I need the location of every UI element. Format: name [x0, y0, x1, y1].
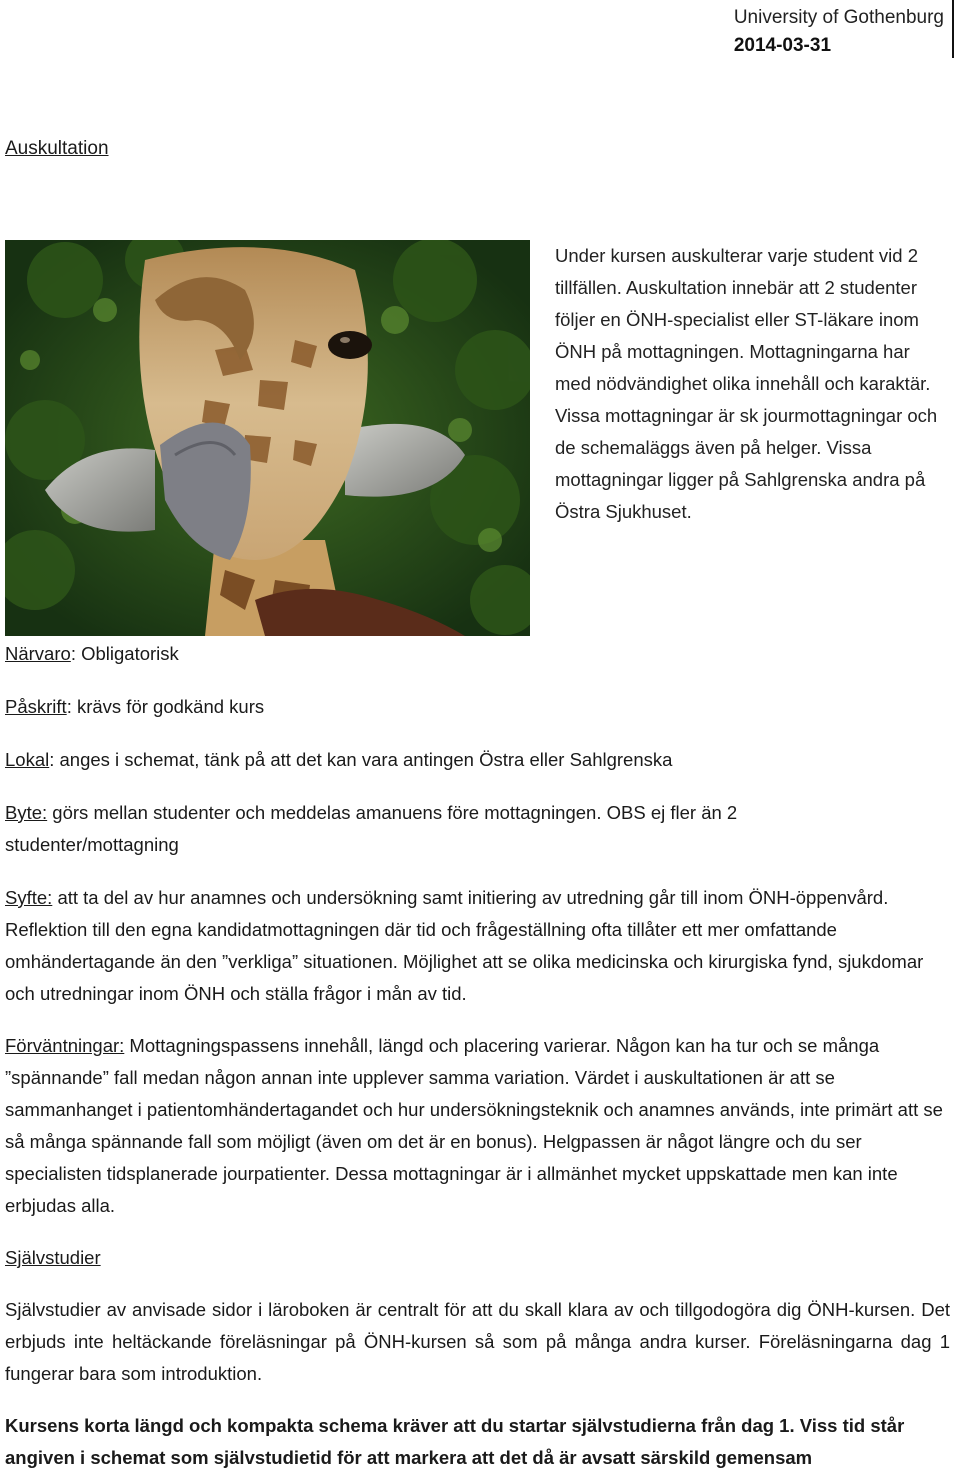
giraffe-photo — [5, 240, 530, 636]
byte-label: Byte: — [5, 802, 48, 823]
paskrift-value: : krävs för godkänd kurs — [66, 696, 265, 717]
sjalvstudier-heading: Självstudier — [5, 1247, 101, 1268]
narvaro-label: Närvaro — [5, 643, 71, 664]
sjalvstudier-body: Självstudier av anvisade sidor i läroboken är centralt för att du skall klara av och tillgodogöra dig ÖNH-kursen. Det erbjuds inte heltäckande föreläsningar på ÖNH-kursen så som på många andra kurser. Föreläsningarna dag 1 fungerar bara som introduktion. — [5, 1299, 950, 1384]
lokal-value: : anges i schemat, tänk på att det kan vara antingen Östra eller Sahlgrenska — [49, 749, 673, 770]
syfte-label: Syfte: — [5, 887, 53, 908]
field-narvaro — [5, 638, 950, 670]
byte-value: görs mellan studenter och meddelas amanuens före mottagningen. OBS ej fler än 2 studenter/mottagning — [5, 802, 738, 855]
page-header — [734, 4, 944, 60]
field-byte — [5, 797, 845, 861]
sjalvstudier-emphasis: Kursens korta längd och kompakta schema kräver att du startar självstudierna från dag 1. Viss tid står angiven i schemat som självstudietid för att markera att det då är avsatt särskild gemensam — [5, 1415, 905, 1468]
forvantningar-value: Mottagningspassens innehåll, längd och placering varierar. Någon kan ha tur och se många ”spännande” fall medan någon annan inte upplever samma variation. Värdet i auskultationen är att se sammanhanget i patientomhändertagandet och hur undersökningsteknik och anamnes används, inte primärt att se så många spännande fall som möjligt (även om det är en bonus). Helgpassen är något längre och du ser specialisten tidsplanerade jourpatienter. Dessa mottagningar är i allmänhet mycket uppskattade men kan inte erbjudas alla. — [5, 1035, 943, 1216]
narvaro-value: : Obligatorisk — [70, 643, 179, 664]
field-forvantningar — [5, 1030, 950, 1222]
forvantningar-label: Förväntningar: — [5, 1035, 125, 1056]
header-divider — [952, 0, 954, 58]
header-organization: University of Gothenburg — [733, 7, 944, 28]
paskrift-label: Påskrift — [5, 696, 67, 717]
lokal-label: Lokal — [5, 749, 50, 770]
field-syfte — [5, 882, 950, 1010]
field-paskrift — [5, 691, 950, 723]
header-date: 2014-03-31 — [733, 35, 832, 56]
field-lokal — [5, 744, 950, 776]
intro-paragraph: Under kursen auskulterar varje student vid 2 tillfällen. Auskultation innebär att 2 studenter följer en ÖNH-specialist eller ST-läkare inom ÖNH på mottagningen. Mottagningarna har med nödvändighet olika innehåll och karaktär. Vissa mottagningar är sk jourmottagningar och de schemaläggs även på helger. Vissa mottagningar ligger på Sahlgrenska andra på Östra Sjukhuset. — [555, 245, 938, 522]
syfte-value: att ta del av hur anamnes och undersökning samt initiering av utredning går till inom ÖNH-öppenvård. Reflektion till den egna kandidatmottagningen där tid och frågeställning ofta tillåter ett mer omfattande omhändertagande än den ”verkliga” situationen. Möjlighet att se olika medicinska och kirurgiska fynd, sjukdomar och utredningar inom ÖNH och ställa frågor i mån av tid. — [5, 887, 924, 1004]
page-title: Auskultation — [5, 138, 109, 159]
